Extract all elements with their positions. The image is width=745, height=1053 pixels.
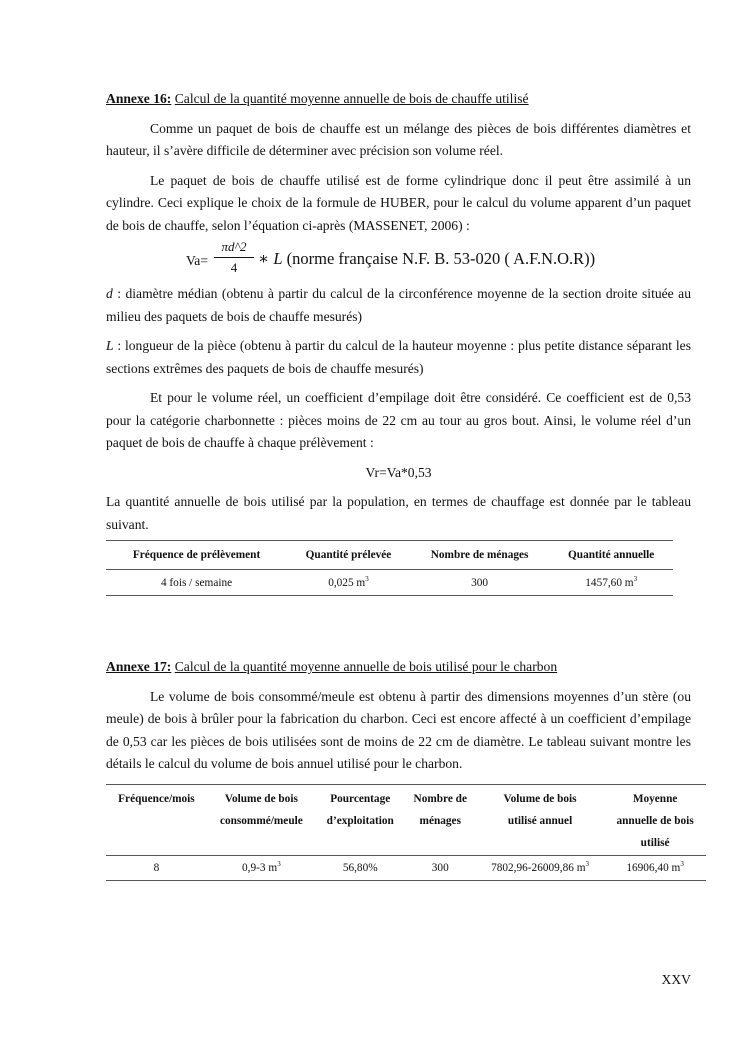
header-line: utilisé annuel: [507, 814, 573, 827]
annex16-paragraph-4: La quantité annuelle de bois utilisé par la population, en termes de chauffage est donnée par le tableau suivant.: [106, 494, 691, 532]
annex17-label: Annexe 17:: [106, 659, 172, 674]
table-cell: [207, 855, 316, 880]
vr-formula: Vr=Va*0,53: [365, 464, 432, 480]
page-number: XXV: [661, 972, 691, 987]
table-header-row: [106, 541, 673, 570]
header-line: Nombre de: [413, 792, 467, 805]
formula-fraction: [214, 239, 254, 276]
table-header: [207, 784, 316, 855]
cell-value: 16906,40 m: [626, 861, 681, 874]
annex17-heading: [106, 656, 691, 679]
header-line: ménages: [419, 814, 461, 827]
cell-exponent: 3: [277, 859, 281, 868]
table-header: [476, 784, 604, 855]
definition-l-text: : longueur de la pièce (obtenu à partir du calcul de la hauteur moyenne : plus petite distance séparant les sections extrêmes des paquets de bois de chauffe mesurés): [106, 338, 691, 376]
table-header: Quantité prélevée: [287, 541, 410, 570]
annex16-title: Calcul de la quantité moyenne annuelle de bois de chauffe utilisé: [174, 91, 529, 106]
table-row: [106, 570, 673, 596]
table-cell: 8: [106, 855, 207, 880]
annex16-paragraph-1: Comme un paquet de bois de chauffe est un mélange des pièces de bois différentes diamètres et hauteur, il s’avère difficile de déterminer avec précision son volume réel.: [106, 120, 691, 158]
cell-value: 0,9-3 m: [242, 861, 278, 874]
definition-l-label: L: [106, 338, 114, 353]
table-cell: 56,80%: [316, 855, 405, 880]
annex16-label: Annexe 16:: [106, 91, 172, 106]
formula-operator: ∗: [258, 249, 270, 268]
formula-numerator: πd^2: [214, 239, 254, 258]
annex16-paragraph-2: Le paquet de bois de chauffe utilisé est de forme cylindrique donc il peut être assimilé à un cylindre. Ceci explique le choix de la formule de HUBER, pour le calcul du volume apparent d’un paquet de bois de chauffe, selon l’équation ci-après (MASSENET, 2006) :: [106, 172, 691, 233]
table-cell: [476, 855, 604, 880]
definition-d: [106, 283, 691, 328]
definition-d-text: : diamètre médian (obtenu à partir du calcul de la circonférence moyenne de la section droite située au milieu des paquets de bois de chauffe mesurés): [106, 286, 691, 324]
table-header: [405, 784, 476, 855]
annex17-paragraph-1: Le volume de bois consommé/meule est obtenu à partir des dimensions moyennes d’un stère (ou meule) de bois à brûler pour la fabrication du charbon. Ceci est encore affecté à un coefficient d’empilage de 0,53 car les pièces de bois utilisées sont de moins de 22 cm de diamètre. Le tableau suivant montre les détails le calcul du volume de bois annuel utilisé pour le charbon.: [106, 688, 691, 771]
cell-value: 1457,60 m: [585, 576, 634, 589]
formula-note: (norme française N.F. B. 53-020 ( A.F.N.O.R)): [286, 249, 596, 268]
formula-lhs: Va=: [186, 253, 209, 268]
header-line: Pourcentage: [330, 792, 391, 805]
header-line: Fréquence/mois: [118, 792, 195, 805]
table-cell: [287, 570, 410, 596]
table-row: [106, 855, 706, 880]
table-header: [604, 784, 706, 855]
page-content: [106, 88, 694, 881]
annex16-heading: [106, 88, 691, 111]
table-header: Fréquence de prélèvement: [106, 541, 287, 570]
header-line: Volume de bois: [503, 792, 577, 805]
table-cell: 300: [405, 855, 476, 880]
cell-exponent: 3: [680, 859, 684, 868]
huber-formula: [106, 239, 691, 283]
header-line: Volume de bois: [224, 792, 298, 805]
header-line: annuelle de bois: [616, 814, 694, 827]
formula-denominator: 4: [230, 260, 238, 275]
table-header: [316, 784, 405, 855]
cell-exponent: 3: [633, 574, 638, 583]
header-line: utilisé: [640, 836, 670, 849]
cell-value: 7802,96-26009,86 m: [491, 861, 586, 874]
firewood-table: [106, 540, 673, 596]
charcoal-table: [106, 784, 706, 881]
definition-d-label: d: [106, 286, 113, 301]
table-header-row: [106, 784, 706, 855]
table-header: [106, 784, 207, 855]
annex17-title: Calcul de la quantité moyenne annuelle de bois utilisé pour le charbon: [174, 659, 558, 674]
formula-rest: [258, 249, 595, 269]
table-cell: [549, 570, 673, 596]
table-header: Nombre de ménages: [410, 541, 550, 570]
header-line: consommé/meule: [219, 814, 303, 827]
table-cell: 300: [410, 570, 550, 596]
definition-l: [106, 335, 691, 380]
table-header: Quantité annuelle: [549, 541, 673, 570]
header-line: d’exploitation: [326, 814, 394, 827]
cell-exponent: 3: [585, 859, 590, 868]
annex16-paragraph-3: Et pour le volume réel, un coefficient d’empilage doit être considéré. Ce coefficient est de 0,53 pour la catégorie charbonnette : pièces moins de 22 cm au tour au gros bout. Ainsi, le volume réel d’un paquet de bois de chauffe à chaque prélèvement :: [106, 390, 691, 450]
formula-var: L: [273, 249, 283, 268]
header-line: Moyenne: [632, 792, 678, 805]
table-cell: 4 fois / semaine: [106, 570, 287, 596]
cell-exponent: 3: [365, 574, 369, 583]
table-cell: [604, 855, 706, 880]
cell-value: 0,025 m: [328, 576, 366, 589]
